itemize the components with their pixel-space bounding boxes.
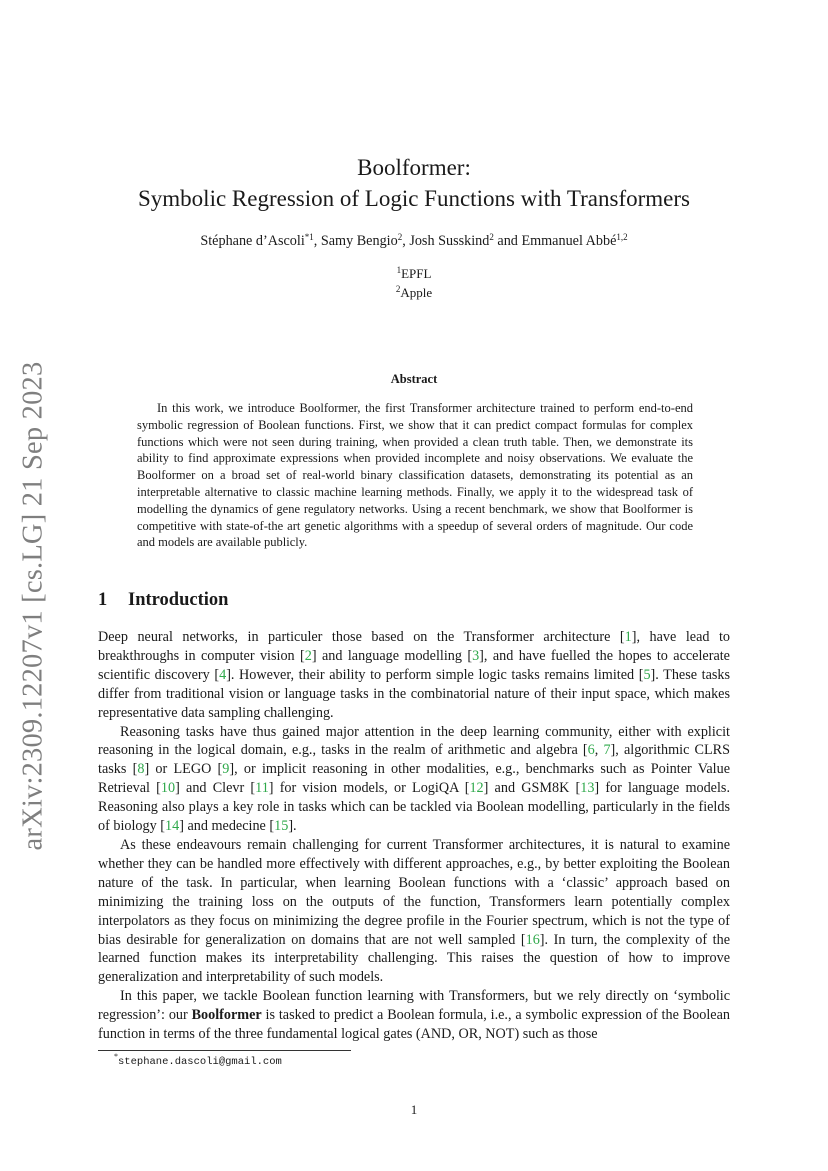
- arxiv-watermark: [10, 361, 56, 851]
- text-segment: ]. In turn, the complexity of the learned function makes its interpretability challenging. This raises the question of how to improve generalization and interpretability of such models.: [98, 931, 730, 986]
- text-segment: ], or implicit reasoning in other modalities, e.g., benchmarks such as Pointer Value Retrieval [: [98, 761, 731, 797]
- text-segment: ]. However, their ability to perform simple logic tasks remains limited [: [226, 666, 644, 683]
- title-line-1: Boolformer:: [357, 155, 471, 180]
- paragraph: [98, 987, 730, 1044]
- arxiv-id: arXiv:2309.12207v1 [cs.LG] 21 Sep 2023: [17, 361, 48, 851]
- author-separator: and: [493, 233, 522, 249]
- text-segment: ], have lead to breakthroughs in computer vision [: [98, 629, 731, 664]
- affiliations: [98, 264, 730, 302]
- affiliation-line: [98, 264, 730, 283]
- citation-link[interactable]: 11: [255, 780, 269, 797]
- footnote-rule: [98, 1050, 351, 1051]
- citation-link[interactable]: 6: [587, 742, 595, 759]
- author-separator: ,: [402, 233, 410, 249]
- paragraph: [98, 723, 730, 836]
- text-segment: Reasoning tasks have thus gained major attention in the deep learning community, either with explicit reasoning in the logical domain, e.g., tasks in the realm of arithmetic and algebra [: [98, 723, 730, 759]
- citation-link[interactable]: 12: [469, 780, 484, 797]
- page-number: 1: [410, 1102, 418, 1117]
- citation-link[interactable]: 15: [274, 818, 289, 835]
- body-text: [98, 628, 730, 1044]
- author-separator: ,: [313, 233, 321, 249]
- footnote-mark: *: [114, 1052, 118, 1061]
- text-segment: ] and language modelling [: [311, 647, 473, 664]
- citation-link[interactable]: 2: [304, 647, 312, 664]
- text-segment: ], algorithmic CLRS tasks [: [98, 742, 730, 778]
- text-segment: In this paper, we tackle Boolean function learning with Transformers, but we rely directly on ‘symbolic regression’: our: [98, 988, 730, 1024]
- citation-link[interactable]: 14: [165, 818, 180, 835]
- text-segment: ] for vision models, or LogiQA [: [268, 780, 470, 797]
- text-segment: ] or LEGO [: [144, 761, 223, 778]
- footnote-email: stephane.dascoli@gmail.com: [118, 1056, 282, 1068]
- abstract-heading: Abstract: [390, 372, 438, 386]
- author-affiliation-mark: *1: [304, 232, 314, 242]
- citation-link[interactable]: 9: [222, 761, 230, 778]
- text-segment: ] and medecine [: [179, 818, 275, 835]
- text-segment: ] for language models. Reasoning also plays a key role in tasks which can be tackled via Boolean modelling, particularly in the fields of biology [: [98, 780, 730, 835]
- author-affiliation-mark: 2: [397, 232, 403, 242]
- affiliation-mark: 2: [395, 284, 401, 294]
- affiliation-line: [98, 283, 730, 302]
- author-list: [98, 233, 730, 250]
- section-title: Introduction: [128, 590, 229, 610]
- paragraph: [98, 836, 730, 987]
- author-name: Emmanuel Abbé: [521, 233, 617, 249]
- text-segment: ,: [594, 742, 604, 759]
- text-segment: As these endeavours remain challenging for current Transformer architectures, it is natural to examine whether they can be handled more effectively with different approaches, e.g., by better exploiting the Boolean nature of the task. In particular, when learning Boolean functions with a ‘classic’ approach based on minimizing the training loss on the outputs of the function, Transformers learn potentially complex interpolators as they focus on minimizing the degree profile in the Fourier spectrum, which is not the type of bias desirable for generalization on domains that are not well sampled [: [98, 836, 730, 948]
- text-segment: ] and GSM8K [: [483, 780, 581, 797]
- bold-term: Boolformer: [191, 1007, 262, 1024]
- text-segment: ].: [288, 818, 297, 835]
- citation-link[interactable]: 13: [580, 780, 595, 797]
- text-segment: ], and have fuelled the hopes to accelerate scientific discovery [: [98, 647, 730, 683]
- footnote: [114, 1052, 282, 1068]
- text-segment: Deep neural networks, in particuler those based on the Transformer architecture [: [98, 629, 625, 645]
- citation-link[interactable]: 1: [624, 629, 632, 645]
- title-line-2: Symbolic Regression of Logic Functions with Transformers: [138, 186, 690, 211]
- author-name: Samy Bengio: [320, 233, 398, 249]
- citation-link[interactable]: 7: [603, 742, 611, 759]
- text-segment: is tasked to predict a Boolean formula, i.e., a symbolic expression of the Boolean function in terms of the three fundamental logical gates (AND, OR, NOT) such as those: [98, 1007, 730, 1043]
- text-segment: ]. These tasks differ from traditional vision or language tasks in the combinatorial nature of their input space, which makes representative data sampling challenging.: [98, 666, 730, 721]
- paper-title: [98, 152, 730, 214]
- text-segment: ] and Clevr [: [175, 780, 256, 797]
- citation-link[interactable]: 8: [137, 761, 145, 778]
- author-name: Stéphane d’Ascoli: [200, 233, 305, 249]
- affiliation-mark: 1: [396, 265, 402, 275]
- affiliation-name: Apple: [400, 285, 433, 300]
- citation-link[interactable]: 3: [472, 647, 480, 664]
- author-affiliation-mark: 2: [489, 232, 494, 242]
- affiliation-name: EPFL: [401, 266, 432, 281]
- citation-link[interactable]: 4: [219, 666, 227, 683]
- section-heading: [98, 590, 228, 611]
- citation-link[interactable]: 5: [643, 666, 651, 683]
- paragraph: [98, 628, 730, 723]
- section-number: 1: [98, 590, 108, 610]
- abstract-text: In this work, we introduce Boolformer, the first Transformer architecture trained to perform end-to-end symbolic regression of Boolean functions. First, we show that it can predict compact formulas for complex functions which were not seen during training, when provided a clean truth table. Then, we demonstrate its ability to find approximate expressions when provided incomplete and noisy observations. We evaluate the Boolformer on a broad set of real-world binary classification datasets, demonstrating its potential as an interpretable alternative to classic machine learning methods. Finally, we apply it to the widespread task of modelling the dynamics of gene regulatory networks. Using a recent benchmark, we show that Boolformer is competitive with state-of-the art genetic algorithms with a speedup of several orders of magnitude. Our code and models are available publicly.: [137, 401, 693, 550]
- citation-link[interactable]: 16: [525, 931, 540, 948]
- author-name: Josh Susskind: [409, 233, 490, 249]
- citation-link[interactable]: 10: [160, 780, 176, 797]
- author-affiliation-mark: 1,2: [616, 232, 628, 242]
